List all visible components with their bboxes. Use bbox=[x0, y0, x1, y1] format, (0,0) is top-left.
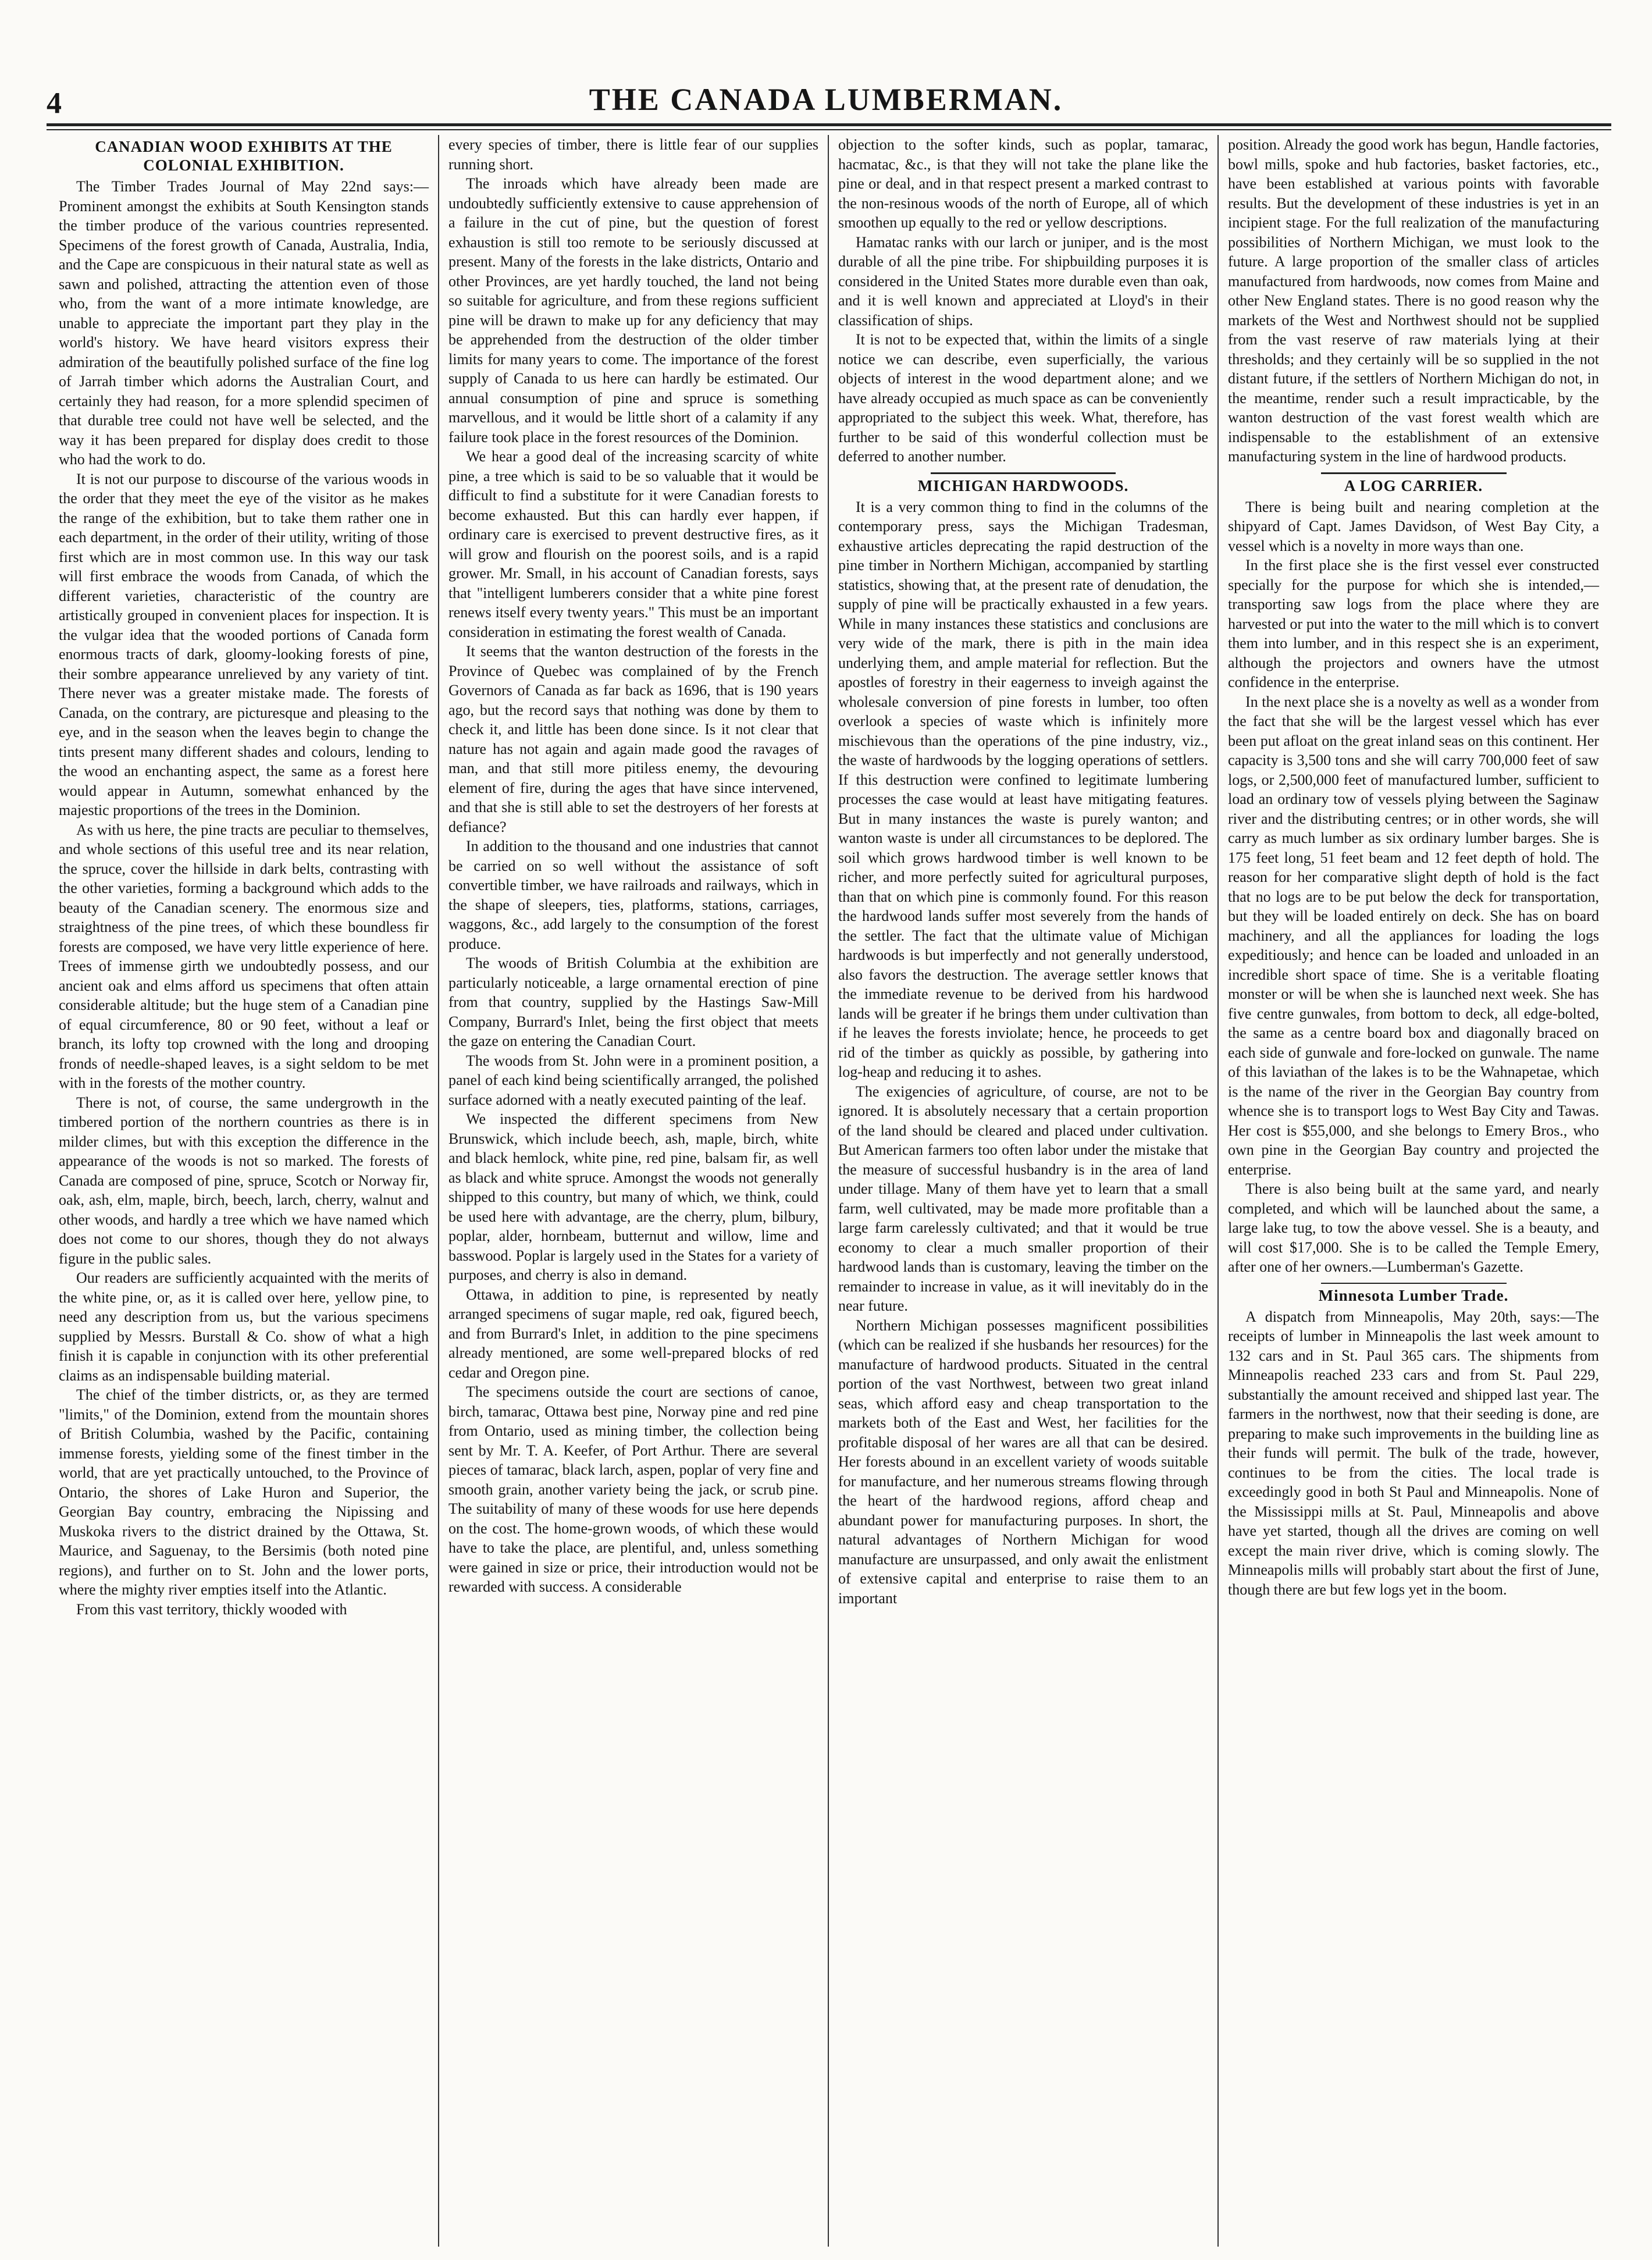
paragraph: Hamatac ranks with our larch or juniper, and is the most durable of all the pine tribe. For shipbuilding purposes it is considered in the United States more durable even than oak, and it is well known and appreciated at Lloyd's in their classification of ships. bbox=[838, 233, 1208, 329]
masthead-rule-thin bbox=[47, 129, 1611, 130]
article-heading-log-carrier: A LOG CARRIER. bbox=[1344, 476, 1483, 494]
paragraph: every species of timber, there is little fear of our supplies running short. bbox=[448, 136, 818, 173]
paragraph: In addition to the thousand and one industries that cannot be carried on so well without the assistance of soft convertible timber, we have railroads and railways, which in the shape of sleepers, ties, platforms, stations, carriages, waggons, &c., add largely to the consumption of the forest produce. bbox=[448, 838, 818, 952]
column-3 bbox=[829, 135, 1219, 2247]
column-4 bbox=[1219, 135, 1608, 2247]
paragraph: We hear a good deal of the increasing scarcity of white pine, a tree which is said to be so valuable that it would be difficult to find a substitute for it were Canadian forests to become exhausted. But this can hardly ever happen, if ordinary care is exercised to prevent destructive fires, as it will grow and flourish on the poorest soils, and is a rapid grower. Mr. Small, in his account of Canadian forests, says that "intelligent lumberers consider that a white pine forest renews itself every twenty years." This must be an important consideration in estimating the forest wealth of Canada. bbox=[448, 448, 818, 640]
page-number: 4 bbox=[47, 87, 62, 120]
paragraph: There is also being built at the same yard, and nearly completed, and which will be launched about the same, a large lake tug, to tow the above vessel. She is a beauty, and will cost $17,000. She is to be called the Temple Emery, after one of her owners.—Lumberman's Gazette. bbox=[1228, 1180, 1599, 1275]
paragraph: In the first place she is the first vessel ever constructed specially for the purpose for which she is intended,—transporting saw logs from the place where they are harvested or put into the water to the mill which is to convert them into lumber, and in this respect she is an experiment, although the projectors and owners have the utmost confidence in the enterprise. bbox=[1228, 557, 1599, 691]
masthead bbox=[41, 81, 1611, 122]
paragraph: objection to the softer kinds, such as poplar, tamarac, hacmatac, &c., is that they will not take the plane like the pine or deal, and in that respect present a marked contrast to the non-resinous woods of the north of Europe, all of which smoothen up equally to the red or yellow descriptions. bbox=[838, 136, 1208, 231]
paragraph: A dispatch from Minneapolis, May 20th, says:—The receipts of lumber in Minneapolis the last week amount to 132 cars and in St. Paul 365 cars. The shipments from Minneapolis reached 233 cars and from St. Paul 229, substantially the amount received and shipped last year. The farmers in the northwest, now that their seeding is done, are preparing to make such improvements in the building line as their funds will permit. The bulk of the trade, however, continues to be from the cities. The local trade is exceedingly good in both St Paul and Minneapolis. None of the Mississippi mills at St. Paul, Minneapolis and above have yet started, though all the drives are coming on well except the main river drive, which is coming slowly. The Minneapolis mills will probably start about the first of June, though there are but few logs yet in the boom. bbox=[1228, 1308, 1599, 1598]
paragraph: From this vast territory, thickly wooded with bbox=[76, 1600, 347, 1618]
paragraph: position. Already the good work has begun, Handle factories, bowl mills, spoke and hub factories, basket factories, etc., have been established at various points with favorable results. But the development of these industries is yet in an incipient stage. For the full realization of the manufacturing possibilities of Northern Michigan, we must look to the future. A large proportion of the smaller class of articles manufactured from hardwoods, now comes from Maine and other New England states. There is no good reason why the markets of the West and Northwest should not be supplied from the vast reserve of raw materials lying at their thresholds; and they certainly will be so supplied in the not distant future, if the settlers of Northern Michigan do not, in the meantime, render such a result impracticable, by the wanton destruction of the vast forest wealth which are indispensable to the establishment of an extensive manufacturing system in the line of hardwood products. bbox=[1228, 136, 1599, 465]
paragraph: The Timber Trades Journal of May 22nd says:—Prominent amongst the exhibits at South Kensington stands the timber produce of the various countries represented. Specimens of the forest growth of Canada, Australia, India, and the Cape are conspicuous in their natural state as well as sawn and polished, attracting the attention even of those who, from the want of a more intimate knowledge, are unable to appreciate the important part they play in the world's history. We have heard visitors express their admiration of the beautifully polished surface of the fine log of Jarrah timber which adorns the Australian Court, and certainly they had reason, for a more splendid specimen of that durable tree could not have well be selected, and the way it has been prepared for display does credit to those who had the work to do. bbox=[59, 178, 429, 468]
paragraph: Our readers are sufficiently acquainted with the merits of the white pine, or, as it is called over here, yellow pine, to need any description from us, but the various specimens supplied by Messrs. Burstall & Co. show of what a high finish it is capable in conjunction with its other preferential claims as an indispensable building material. bbox=[59, 1269, 429, 1384]
paragraph: As with us here, the pine tracts are peculiar to themselves, and whole sections of this useful tree and its near relation, the spruce, cover the hillside in dark belts, contrasting with the other varieties, forming a background which adds to the beauty of the Canadian scenery. The enormous size and straightness of the pine trees, of which these boundless fir forests are composed, we have very little experience of here. Trees of immense girth we undoubtedly possess, and our ancient oak and elms afford us specimens that often attain considerable altitude; but the huge stem of a Canadian pine of equal circumference, 80 or 90 feet, without a leaf or branch, its lofty top crowned with the long and drooping fronds of needle-shaped leaves, is a sight seldom to be met with in the forests of the mother country. bbox=[59, 821, 429, 1091]
article-heading-michigan-hardwoods: MICHIGAN HARDWOODS. bbox=[917, 476, 1129, 494]
paragraph: Ottawa, in addition to pine, is represented by neatly arranged specimens of sugar maple, red oak, figured beech, and from Burrard's Inlet, in addition to the pine specimens already mentioned, are some well-prepared blocks of red cedar and Oregon pine. bbox=[448, 1286, 818, 1381]
paragraph: There is being built and nearing completion at the shipyard of Capt. James Davidson, of West Bay City, a vessel which is a novelty in more ways than one. bbox=[1228, 498, 1599, 554]
column-1 bbox=[49, 135, 439, 2247]
article-columns bbox=[49, 135, 1608, 2247]
masthead-rule-thick bbox=[47, 123, 1611, 126]
paragraph: The inroads which have already been made are undoubtedly sufficiently extensive to cause apprehension of a failure in the cut of pine, but the question of forest exhaustion is still too remote to be seriously discussed at present. Many of the forests in the lake districts, Ontario and other Provinces, are yet hardly touched, the land not being so suitable for agriculture, and from these regions sufficient pine will be drawn to make up for any deficiency that may be apprehended from the destruction of the older timber limits for many years to come. The importance of the forest supply of Canada to us here can hardly be estimated. Our annual consumption of pine and spruce is something marvellous, and it would be little short of a calamity if any failure took place in the forest resources of the Dominion. bbox=[448, 175, 818, 446]
paragraph: The woods of British Columbia at the exhibition are particularly noticeable, a large ornamental erection of pine from that country, supplied by the Hastings Saw-Mill Company, Burrard's Inlet, being the first object that meets the gaze on entering the Canadian Court. bbox=[448, 955, 818, 1049]
paragraph: The woods from St. John were in a prominent position, a panel of each kind being scientifically arranged, the polished surface adorned with a neatly executed painting of the leaf. bbox=[448, 1052, 818, 1108]
article-heading-minnesota-lumber: Minnesota Lumber Trade. bbox=[1318, 1286, 1509, 1304]
paragraph: We inspected the different specimens from New Brunswick, which include beech, ash, maple, birch, white and black hemlock, white pine, red pine, balsam fir, as well as black and white spruce. Amongst the woods not generally shipped to this country, but many of which, we think, could be used here with advantage, are the cherry, plum, bilbury, poplar, alder, hornbeam, butternut and willow, lime and basswood. Poplar is largely used in the States for a variety of purposes, and cherry is also in demand. bbox=[448, 1111, 818, 1283]
article-heading-wood-exhibits: CANADIAN WOOD EXHIBITS AT THE COLONIAL EXHIBITION. bbox=[95, 138, 393, 174]
paragraph: It is not our purpose to discourse of the various woods in the order that they meet the eye of the visitor as he makes the range of the exhibition, but to take them rather one in each department, in the order of their utility, writing of those first which are in most common use. In this way our task will first embrace the woods from Canada, of which the different varieties, characteristic of the country are artistically grouped in convenient places for inspection. It is the vulgar idea that the wooded portions of Canada form enormous tracts of dark, gloomy-looking forests of pine, their sombre appearance unrelieved by any variety of tint. There never was a greater mistake made. The forests of Canada, on the contrary, are picturesque and pleasing to the eye, and in the season when the leaves begin to change the tints present many different shades and colours, lending to the wood an enchanting aspect, the same as a forest here would appear in Autumn, somewhat enhanced by the majestic proportions of the trees in the Dominion. bbox=[59, 470, 429, 818]
paragraph: It is not to be expected that, within the limits of a single notice we can describe, even superficially, the various objects of interest in the wood department alone; and we have already occupied as much space as can be conveniently appropriated to the subject this week. What, therefore, has further to be said of this wonderful collection must be deferred to another number. bbox=[838, 331, 1208, 465]
section-divider bbox=[1321, 472, 1507, 474]
paragraph: It is a very common thing to find in the columns of the contemporary press, says the Michigan Tradesman, exhaustive articles deprecating the rapid destruction of the pine timber in Northern Michigan, accompanied by startling statistics, showing that, at the present rate of denudation, the supply of pine will be practically exhausted in a few years. While in many instances these statistics and conclusions are very wide of the mark, there is pith in the main idea underlying them, and ample material for reflection. But the apostles of forestry in their eagerness to inveigh against the wholesale conversion of pine forests in lumber, too often overlook a species of waste which is infinitely more mischievous than the operations of the pine industry, viz., the waste of hardwoods by the logging operations of settlers. If this destruction were confined to legitimate lumbering processes the case would at least have mitigating features. But in many instances the waste is purely wanton; and wanton waste is under all circumstances to be deplored. The soil which grows hardwood timber is well known to be richer, and more perfectly suited for agricultural purposes, than that on which pine is commonly found. For this reason the hardwood lands suffer most severely from the hands of the settler. The fact that the ultimate value of Michigan hardwoods is but imperfectly and not generally understood, also favors the destruction. The average settler knows that the immediate revenue to be derived from his hardwood lands will be greater if he brings them under cultivation than if he leaves the forests inviolate; hence, he proceeds to get rid of the timber as quickly as possible, by gathering into log-heap and reducing it to ashes. bbox=[838, 498, 1208, 1080]
newspaper-title: THE CANADA LUMBERMAN. bbox=[589, 82, 1063, 117]
section-divider bbox=[931, 472, 1116, 474]
paragraph: The chief of the timber districts, or, as they are termed "limits," of the Dominion, extend from the mountain shores of British Columbia, washed by the Pacific, containing immense forests, yielding some of the finest timber in the world, that are yet practically untouched, to the Province of Ontario, the shores of Lake Huron and Superior, the Georgian Bay country, embracing the Nipissing and Muskoka rivers to the district drained by the Ottawa, St. Maurice, and Saguenay, to the Bersimis (both noted pine regions), and further on to St. John and the lower ports, where the mighty river empties itself into the Atlantic. bbox=[59, 1386, 429, 1598]
section-divider bbox=[1321, 1283, 1507, 1284]
column-2 bbox=[439, 135, 829, 2247]
paragraph: Northern Michigan possesses magnificent possibilities (which can be realized if she husbands her resources) for the manufacture of hardwood products. Situated in the central portion of the vast Northwest, between two great inland seas, which afford easy and cheap transportation to the markets both of the East and West, her facilities for the profitable disposal of her wares are all that can be desired. Her forests abound in an excellent variety of woods suitable for manufacture, and her numerous streams flowing through the heart of the hardwood regions, afford cheap and abundant power for manufacturing purposes. In short, the natural advantages of Northern Michigan for wood manufacture are unsurpassed, and only await the enlistment of extensive capital and enterprise to raise them to an important bbox=[838, 1316, 1208, 1607]
paragraph: The exigencies of agriculture, of course, are not to be ignored. It is absolutely necessary that a certain proportion of the land should be cleared and placed under cultivation. But American farmers too often labor under the mistake that the measure of successful husbandry is in the area of land under tillage. Many of them have yet to learn that a small farm, well cultivated, may be made more profitable than a large farm carelessly cultivated; and that it would be true economy to clear a much smaller proportion of their hardwood lands than is customary, leaving the timber on the remainder to increase in value, as it will inevitably do in the near future. bbox=[838, 1083, 1208, 1314]
paragraph: The specimens outside the court are sections of canoe, birch, tamarac, Ottawa best pine, Norway pine and red pine from Ontario, used as mining timber, the collection being sent by Mr. T. A. Keefer, of Port Arthur. There are several pieces of tamarac, black larch, aspen, poplar of very fine and smooth grain, another variety being the jack, or scrub pine. The suitability of many of these woods for use here depends on the cost. The home-grown woods, of which these would have to take the place, are plentiful, and, unless something were gained in size or price, their introduction would not be rewarded with success. A considerable bbox=[448, 1383, 818, 1595]
paragraph: There is not, of course, the same undergrowth in the timbered portion of the northern countries as there is in milder climes, but with this exception the difference in the appearance of the woods is not so marked. The forests of Canada are composed of pine, spruce, Scotch or Norway fir, oak, ash, elm, maple, birch, beech, larch, cherry, walnut and other woods, and hardly a tree which we have named which does not come to our shores, though they do not always figure in the public sales. bbox=[59, 1094, 429, 1267]
paragraph: In the next place she is a novelty as well as a wonder from the fact that she will be the largest vessel which has ever been put afloat on the great inland seas on this continent. Her capacity is 3,500 tons and she will carry 700,000 feet of saw logs, or 2,500,000 feet of manufactured lumber, sufficient to load an ordinary tow of vessels plying between the Saginaw river and the distributing centres; or in other words, she will carry as much lumber as six ordinary lumber barges. She is 175 feet long, 51 feet beam and 12 feet depth of hold. The reason for her comparative slight depth of hold is the fact that no logs are to be put below the deck for transportation, but they will be loaded entirely on deck. She has on board machinery, and all the appliances for loading the logs expeditiously; and hence can be loaded and unloaded in an incredible short space of time. She is a veritable floating monster or will be when she is launched next week. She has five centre gunwales, from bottom to deck, all edge-bolted, the same as a centre board box and diagonally braced on each side of gunwale and fore-locked on gunwale. The name of this laviathan of the lakes is to be the Wahnapetae, which is the name of the river in the Georgian Bay country from whence she is to transport logs to West Bay City and Tawas. Her cost is $55,000, and she belongs to Emery Bros., who own pine in the Georgian Bay country and projected the enterprise. bbox=[1228, 693, 1599, 1178]
paragraph: It seems that the wanton destruction of the forests in the Province of Quebec was complained of by the French Governors of Canada as far back as 1696, that is 190 years ago, but the record says that nothing was done by them to check it, and little has been done since. Is it not clear that nature has not again and again made good the ravages of man, and that still more pitiless enemy, the devouring element of fire, during the ages that have since intervened, and that she is still able to set the destroyers of her forests at defiance? bbox=[448, 643, 818, 835]
